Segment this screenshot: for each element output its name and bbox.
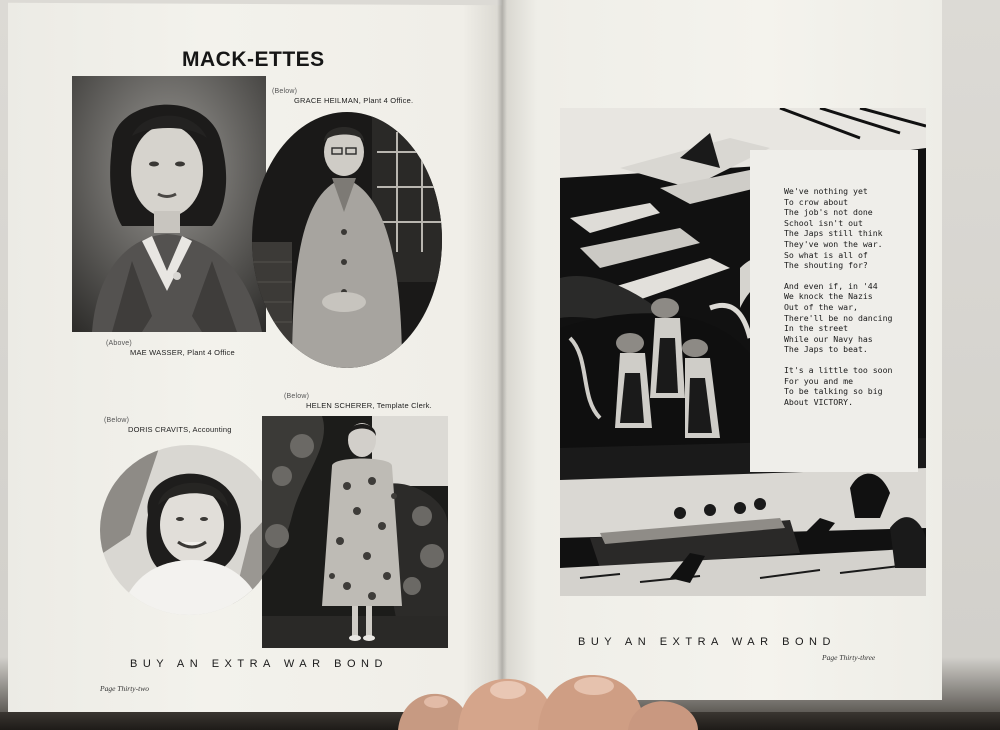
poem-line: The Japs to beat. xyxy=(784,344,868,355)
caption-text: DORIS CRAVITS, Accounting xyxy=(128,425,232,434)
photo-doris-cravits xyxy=(100,445,278,615)
page-number-right: Page Thirty-three xyxy=(822,653,876,662)
photo-mae-wasser xyxy=(72,76,266,332)
book-gutter xyxy=(497,0,507,712)
caption-grace-heilman: (Below) GRACE HEILMAN, Plant 4 Office. xyxy=(272,88,414,105)
poem-line: We've nothing yet xyxy=(784,186,868,196)
caption-doris-cravits: (Below) DORIS CRAVITS, Accounting xyxy=(104,417,232,434)
poem-line: To be talking so big xyxy=(784,386,883,397)
poem-line: And even if, in '44 xyxy=(784,280,878,291)
poem-line: The shouting for? xyxy=(784,260,868,271)
poem-line: For you and me xyxy=(784,375,854,386)
photo-helen-scherer xyxy=(262,416,448,648)
poem-line: Out of the war, xyxy=(784,301,858,312)
hand-image xyxy=(398,662,706,730)
poem-line: So what is all of xyxy=(784,249,868,260)
poem-line: While our Navy has xyxy=(784,333,873,344)
page-title: MACK-ETTES xyxy=(182,48,325,71)
caption-text: HELEN SCHERER, Template Clerk. xyxy=(306,401,432,410)
poem-stanza-3 xyxy=(784,365,918,407)
poem-line: The Japs still think xyxy=(784,228,883,239)
poem-line: School isn't out xyxy=(784,217,863,228)
footer-slogan-right: BUY AN EXTRA WAR BOND xyxy=(578,636,836,648)
caption-mae-wasser: (Above) MAE WASSER, Plant 4 Office xyxy=(106,340,235,357)
footer-slogan-left: BUY AN EXTRA WAR BOND xyxy=(130,658,388,670)
poem-line: In the street xyxy=(784,323,849,334)
poem-panel xyxy=(750,150,918,472)
caption-text: GRACE HEILMAN, Plant 4 Office. xyxy=(294,96,414,105)
poem-line: They've won the war. xyxy=(784,238,883,249)
poem-stanza-2 xyxy=(784,281,918,355)
poem-line: It's a little too soon xyxy=(784,364,893,375)
poem-stanza-1 xyxy=(784,186,918,271)
photo-grace-heilman xyxy=(252,112,442,368)
caption-helen-scherer: (Below) HELEN SCHERER, Template Clerk. xyxy=(284,393,432,410)
poem-line: About VICTORY. xyxy=(784,396,854,407)
poem-line: We knock the Nazis xyxy=(784,291,873,302)
poem-line: To crow about xyxy=(784,196,849,207)
caption-text: MAE WASSER, Plant 4 Office xyxy=(130,348,235,357)
page-number-left: Page Thirty-two xyxy=(100,684,149,693)
poem-line: There'll be no dancing xyxy=(784,312,893,323)
poem-line: The job's not done xyxy=(784,207,873,218)
